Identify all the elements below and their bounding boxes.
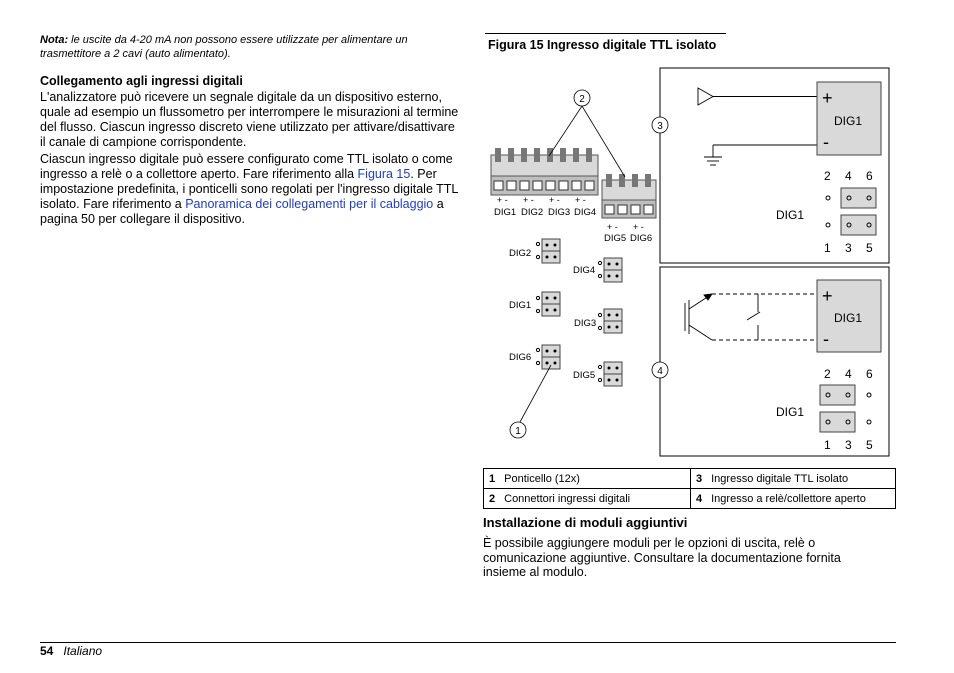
jumper-dig4: [598, 258, 622, 282]
ttl-pin-3: 3: [845, 241, 852, 255]
paragraph-2-text-b: . Per impostazione predefinita, i ponticelli sono regolati per l'ingresso digitale TTL isolato. Fare riferimento a: [40, 167, 458, 211]
relay-pin-5: 5: [866, 438, 873, 452]
relay-board-label: DIG1: [776, 405, 805, 419]
paragraph-2-text-c: a pagina 50 per collegare il dispositivo.: [40, 197, 444, 226]
section-heading-digital-inputs: Collegamento agli ingressi digitali: [40, 74, 243, 88]
ttl-pin-6: 6: [866, 169, 873, 183]
svg-text:+ -: + -: [523, 195, 534, 205]
table-row: [484, 489, 896, 509]
svg-text:+ -: + -: [607, 222, 618, 232]
relay-module-minus: -: [823, 329, 829, 349]
legend-cell: 2 Connettori ingressi digitali: [484, 489, 691, 509]
connector-label-dig2: DIG2: [521, 207, 544, 218]
connector-label-dig4: DIG4: [574, 207, 597, 218]
ttl-signal-wiring: [698, 88, 817, 165]
figure-legend-table: [483, 468, 896, 509]
relay-jumper-header: [820, 385, 871, 432]
paragraph-2-text-a: Ciascun ingresso digitale può essere configurato come TTL isolato o come ingresso a relè o a collettore aperto. Fare riferimento alla: [40, 152, 453, 181]
jumper-dig5: [598, 362, 622, 386]
note-label: Nota:: [40, 34, 69, 46]
wiring-overview-link[interactable]: Panoramica dei collegamenti per il cablaggio: [185, 197, 434, 211]
jumper-dig6: [536, 345, 560, 369]
jumper-label-dig1: DIG1: [509, 300, 532, 311]
ttl-module-minus: -: [823, 132, 829, 152]
relay-signal-wiring: [685, 294, 817, 340]
relay-pin-3: 3: [845, 438, 852, 452]
note-text: le uscite da 4-20 mA non possono essere utilizzate per alimentare un trasmettitore a 2 cavi (auto alimentato).: [40, 34, 408, 60]
ttl-module-plus: +: [822, 88, 833, 108]
figure-title-rule: [485, 33, 726, 34]
relay-pin-2: 2: [824, 367, 831, 381]
paragraph-2: [40, 152, 460, 227]
connector-block-dig5-6: [602, 174, 656, 218]
callout-1-label: 1: [515, 426, 521, 437]
ttl-pin-4: 4: [845, 169, 852, 183]
svg-text:+ -: + -: [549, 195, 560, 205]
jumper-label-dig5: DIG5: [573, 370, 596, 381]
jumper-dig1: [536, 292, 560, 316]
figure-15-diagram: [486, 66, 890, 461]
connector-label-dig3: DIG3: [548, 207, 571, 218]
callout-2-label: 2: [579, 94, 585, 105]
callout-4-label: 4: [657, 366, 663, 377]
connector-label-dig1: DIG1: [494, 207, 517, 218]
table-row: [484, 469, 896, 489]
svg-text:+ -: + -: [575, 195, 586, 205]
relay-module-plus: +: [822, 286, 833, 306]
ttl-pin-5: 5: [866, 241, 873, 255]
svg-text:+ -: + -: [497, 195, 508, 205]
paragraph-1: L'analizzatore può ricevere un segnale digitale da un dispositivo esterno, quale ad esempio un flussometro per interrompere le misurazioni al termine del flusso. Ciascun ingresso discreto viene utilizzato per attivare/disattivare il canale di campione corrispondente.: [40, 90, 459, 149]
section-heading-modules: Installazione di moduli aggiuntivi: [483, 515, 688, 530]
ttl-jumper-header: [826, 188, 876, 235]
svg-text:+ -: + -: [633, 222, 644, 232]
figure-title: Figura 15 Ingresso digitale TTL isolato: [488, 38, 717, 52]
legend-cell: 4 Ingresso a relè/collettore aperto: [691, 489, 896, 509]
connector-block-dig1-4: [491, 148, 598, 195]
modules-paragraph: È possibile aggiungere moduli per le opzioni di uscita, relè o comunicazione aggiuntive. Consultare la documentazione fornita insieme al modulo.: [483, 536, 841, 579]
relay-pin-4: 4: [845, 367, 852, 381]
note: [40, 33, 460, 61]
jumper-label-dig3: DIG3: [574, 318, 597, 329]
footer-rule: [40, 642, 896, 643]
footer: [40, 644, 102, 658]
jumper-label-dig2: DIG2: [509, 248, 532, 259]
ttl-pin-1: 1: [824, 241, 831, 255]
jumper-label-dig6: DIG6: [509, 352, 532, 363]
jumper-dig2: [536, 239, 560, 263]
legend-cell: 3 Ingresso digitale TTL isolato: [691, 469, 896, 489]
relay-pin-1: 1: [824, 438, 831, 452]
jumper-dig3: [598, 309, 622, 333]
ttl-module-label: DIG1: [834, 114, 863, 128]
figure-15-link[interactable]: Figura 15: [357, 167, 411, 181]
legend-cell: 1 Ponticello (12x): [484, 469, 691, 489]
jumper-label-dig4: DIG4: [573, 265, 596, 276]
connector-label-dig6: DIG6: [630, 233, 653, 244]
connector-label-dig5: DIG5: [604, 233, 627, 244]
callout-3-label: 3: [657, 121, 663, 132]
footer-language: Italiano: [63, 644, 103, 658]
relay-pin-6: 6: [866, 367, 873, 381]
ttl-pin-2: 2: [824, 169, 831, 183]
ttl-board-label: DIG1: [776, 208, 805, 222]
page-number: 54: [40, 644, 54, 658]
relay-module-label: DIG1: [834, 311, 863, 325]
